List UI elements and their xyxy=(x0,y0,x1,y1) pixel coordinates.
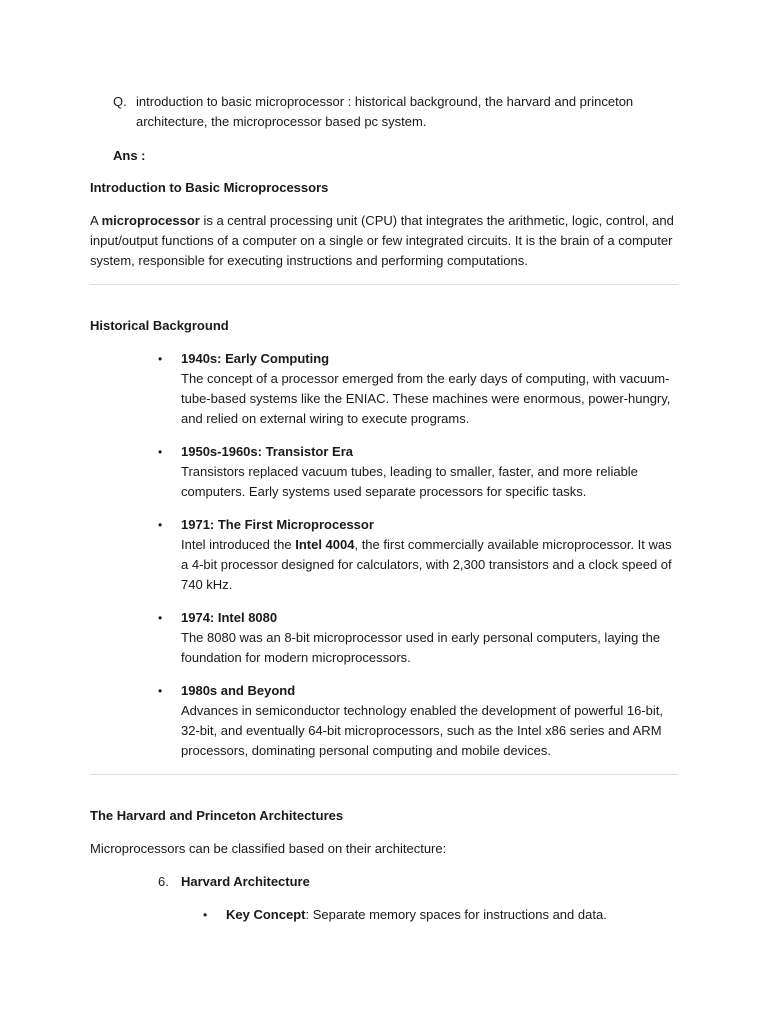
history-item-1980s xyxy=(158,681,678,761)
list-number: 6. xyxy=(158,874,169,889)
numbered-item-title: Harvard Architecture xyxy=(181,874,310,889)
intro-paragraph xyxy=(90,211,682,271)
history-item-title: 1971: The First Microprocessor xyxy=(181,517,374,532)
sub-bullet-key-concept xyxy=(203,905,683,925)
intro-pre: A xyxy=(90,213,102,228)
bullet-icon: • xyxy=(158,611,163,625)
architectures-heading: The Harvard and Princeton Architectures xyxy=(90,808,344,823)
section-divider xyxy=(90,774,678,775)
question-text: introduction to basic microprocessor : historical background, the harvard and princeton architecture, the microprocessor based pc system. xyxy=(136,94,634,129)
section-divider xyxy=(90,284,678,285)
history-item-1971 xyxy=(158,515,678,595)
history-item-text: The 8080 was an 8-bit microprocessor used in early personal computers, laying the foundation for modern microprocessors. xyxy=(181,630,661,665)
history-item-1950s xyxy=(158,442,678,502)
history-item-text: Transistors replaced vacuum tubes, leading to smaller, faster, and more reliable computers. Early systems used separate processors for specific tasks. xyxy=(181,464,638,499)
sub-bullet-bold: Key Concept xyxy=(226,907,306,922)
history-item-title: 1980s and Beyond xyxy=(181,683,296,698)
answer-label: Ans : xyxy=(113,148,146,163)
bullet-icon: • xyxy=(203,908,208,922)
history-item-text xyxy=(181,535,678,595)
history-item-text-pre: Intel introduced the xyxy=(181,537,296,552)
numbered-item-harvard xyxy=(158,872,310,892)
question-block xyxy=(113,92,693,132)
intro-bold-term: microprocessor xyxy=(101,213,200,228)
architectures-intro: Microprocessors can be classified based on their architecture: xyxy=(90,841,447,856)
sub-bullet-rest: : Separate memory spaces for instructions and data. xyxy=(305,907,607,922)
history-item-1974 xyxy=(158,608,678,668)
history-item-1940s xyxy=(158,349,678,429)
history-item-text-post: , the first commercially available microprocessor. It was a 4-bit processor designed for calculators, with 2,300 transistors and a clock speed of 740 kHz. xyxy=(181,537,672,592)
history-item-bold-term: Intel 4004 xyxy=(295,537,355,552)
history-item-title: 1974: Intel 8080 xyxy=(181,610,278,625)
bullet-icon: • xyxy=(158,445,163,459)
history-item-title: 1940s: Early Computing xyxy=(181,351,330,366)
intro-post: is a central processing unit (CPU) that integrates the arithmetic, logic, control, and input/output functions of a computer on a single or few integrated circuits. It is the brain of a computer system, responsible for executing instructions and performing computations. xyxy=(90,213,674,268)
question-label: Q. xyxy=(113,94,127,109)
bullet-icon: • xyxy=(158,352,163,366)
history-heading: Historical Background xyxy=(90,318,229,333)
history-item-title: 1950s-1960s: Transistor Era xyxy=(181,444,353,459)
intro-heading: Introduction to Basic Microprocessors xyxy=(90,180,329,195)
sub-bullet-text xyxy=(226,905,683,925)
history-item-text: Advances in semiconductor technology enabled the development of powerful 16-bit, 32-bit, and eventually 64-bit microprocessors, such as the Intel x86 series and ARM processors, dominating personal computing and mobile devices. xyxy=(181,703,664,758)
bullet-icon: • xyxy=(158,518,163,532)
history-item-text: The concept of a processor emerged from the early days of computing, with vacuum-tube-based systems like the ENIAC. These machines were enormous, power-hungry, and relied on external wiring to execute programs. xyxy=(181,371,671,426)
bullet-icon: • xyxy=(158,684,163,698)
